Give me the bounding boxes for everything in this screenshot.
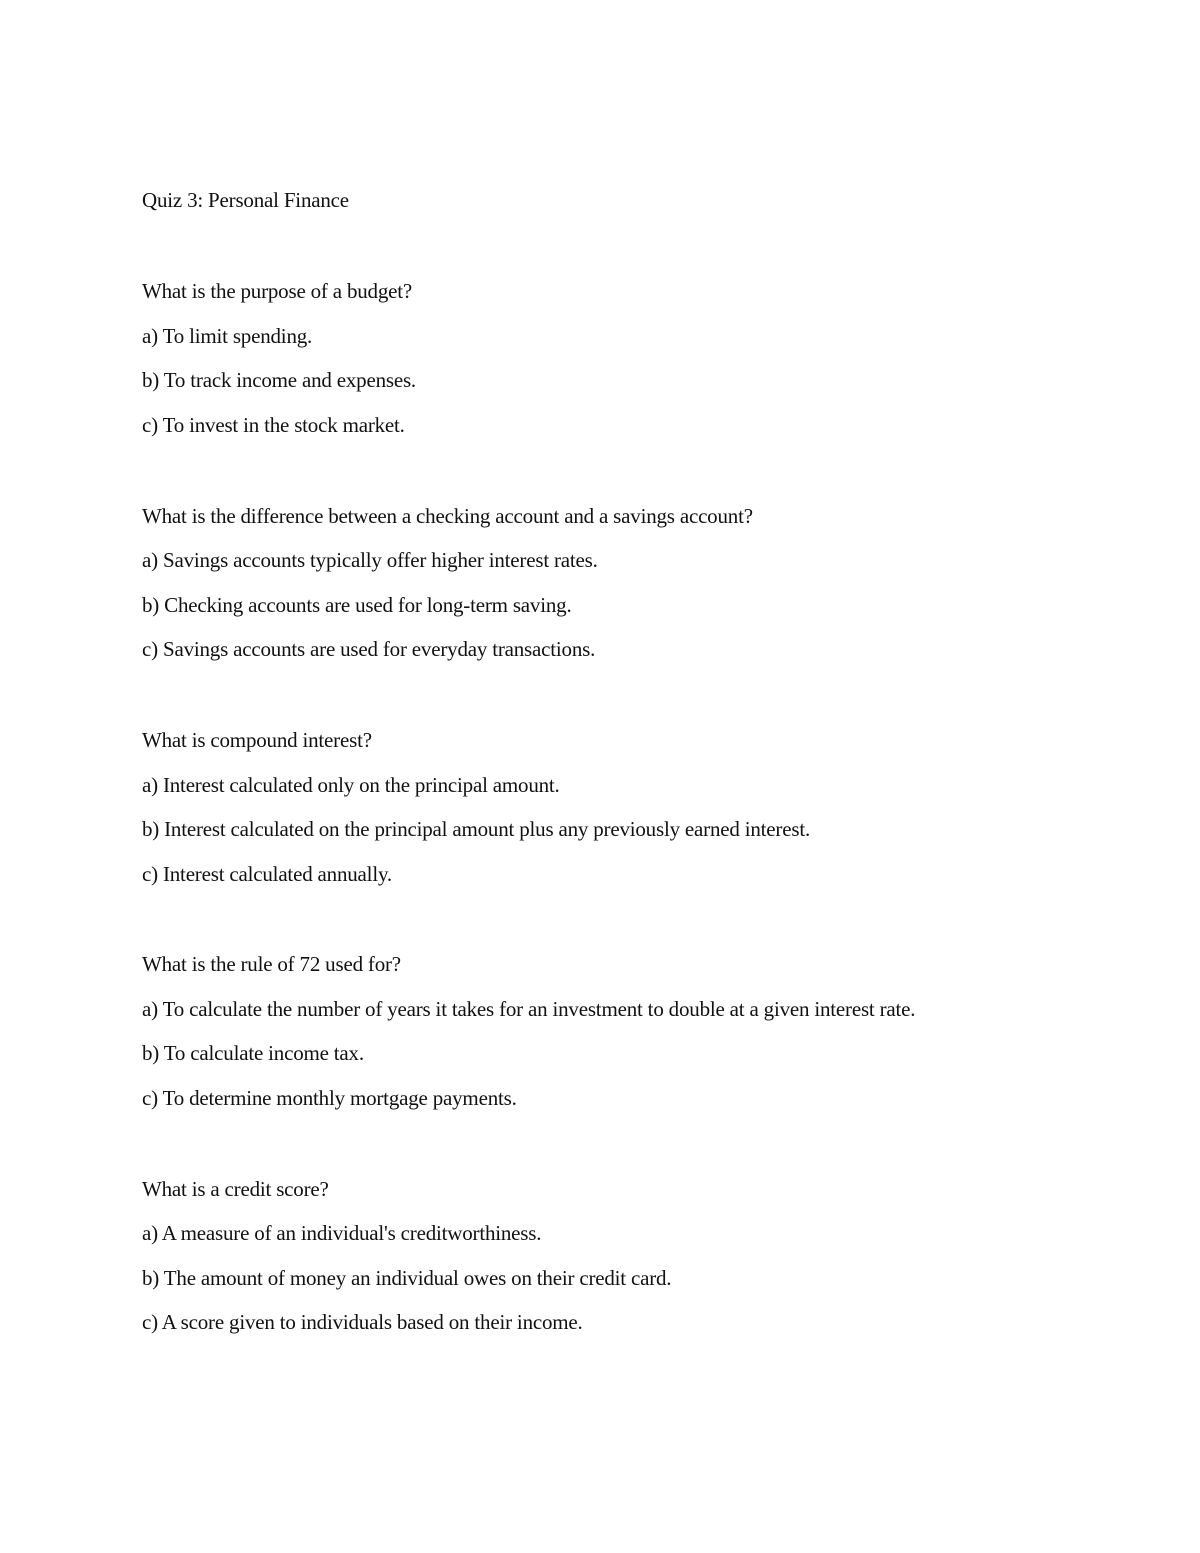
question-1-option-a: a) To limit spending. bbox=[142, 324, 313, 348]
question-3: What is compound interest? bbox=[142, 728, 372, 752]
question-2: What is the difference between a checking account and a savings account? bbox=[142, 504, 753, 528]
question-2-option-b: b) Checking accounts are used for long-term saving. bbox=[142, 593, 572, 617]
question-5: What is a credit score? bbox=[142, 1177, 329, 1201]
question-5-option-c: c) A score given to individuals based on their income. bbox=[142, 1310, 583, 1334]
question-4-option-c: c) To determine monthly mortgage payments. bbox=[142, 1086, 517, 1110]
question-4: What is the rule of 72 used for? bbox=[142, 952, 401, 976]
question-2-option-a: a) Savings accounts typically offer higher interest rates. bbox=[142, 548, 598, 572]
question-1-option-c: c) To invest in the stock market. bbox=[142, 413, 405, 437]
question-5-option-a: a) A measure of an individual's creditworthiness. bbox=[142, 1221, 542, 1245]
question-3-option-a: a) Interest calculated only on the principal amount. bbox=[142, 773, 560, 797]
question-4-option-b: b) To calculate income tax. bbox=[142, 1041, 364, 1065]
question-3-option-b: b) Interest calculated on the principal amount plus any previously earned interest. bbox=[142, 817, 811, 841]
question-2-option-c: c) Savings accounts are used for everyday transactions. bbox=[142, 637, 596, 661]
question-3-option-c: c) Interest calculated annually. bbox=[142, 862, 392, 886]
question-5-option-b: b) The amount of money an individual owes on their credit card. bbox=[142, 1266, 672, 1290]
question-1: What is the purpose of a budget? bbox=[142, 279, 413, 303]
page-title: Quiz 3: Personal Finance bbox=[142, 188, 349, 212]
question-1-option-b: b) To track income and expenses. bbox=[142, 368, 416, 392]
question-4-option-a: a) To calculate the number of years it takes for an investment to double at a given interest rate. bbox=[142, 997, 916, 1021]
